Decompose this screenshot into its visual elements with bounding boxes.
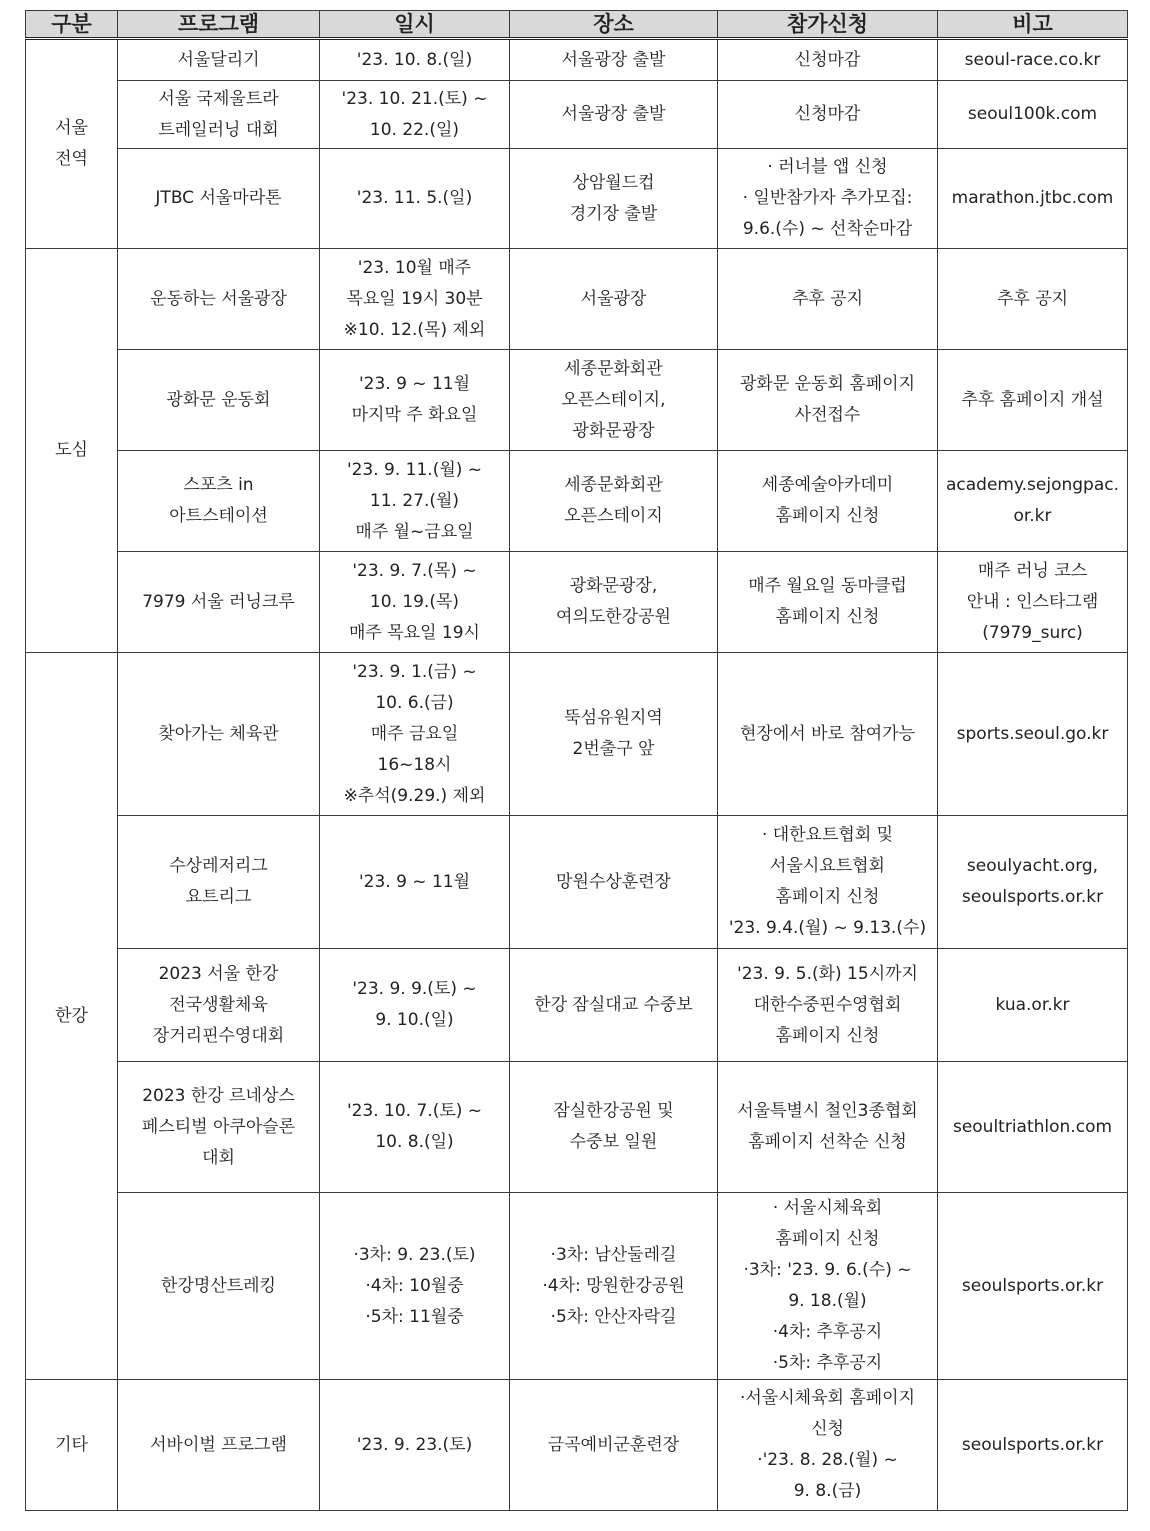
program-cell: 서울달리기 <box>118 39 320 81</box>
apply-cell: 신청마감 <box>718 81 938 149</box>
place-cell: 상암월드컵 경기장 출발 <box>510 149 718 249</box>
place-cell: 서울광장 출발 <box>510 81 718 149</box>
date-cell: '23. 9 ~ 11월 마지막 주 화요일 <box>320 350 510 451</box>
note-cell: seoulsports.or.kr <box>938 1380 1128 1511</box>
note-cell: seoul100k.com <box>938 81 1128 149</box>
program-cell: 운동하는 서울광장 <box>118 249 320 350</box>
apply-cell: 매주 월요일 동마클럽 홈페이지 신청 <box>718 552 938 653</box>
header-apply: 참가신청 <box>718 11 938 39</box>
schedule-table <box>25 10 1128 1511</box>
program-cell: 스포츠 in 아트스테이션 <box>118 451 320 552</box>
table-row <box>26 552 1128 653</box>
note-cell: seoulsports.or.kr <box>938 1193 1128 1380</box>
program-cell: 7979 서울 러닝크루 <box>118 552 320 653</box>
apply-cell: 신청마감 <box>718 39 938 81</box>
program-cell: 2023 한강 르네상스 페스티벌 아쿠아슬론 대회 <box>118 1062 320 1193</box>
date-cell: '23. 9. 23.(토) <box>320 1380 510 1511</box>
table-row <box>26 149 1128 249</box>
table-row <box>26 1380 1128 1511</box>
table-row <box>26 1193 1128 1380</box>
table-row <box>26 1062 1128 1193</box>
header-category: 구분 <box>26 11 118 39</box>
place-cell: 뚝섬유원지역 2번출구 앞 <box>510 653 718 816</box>
date-cell: '23. 10월 매주 목요일 19시 30분 ※10. 12.(목) 제외 <box>320 249 510 350</box>
table-row <box>26 451 1128 552</box>
header-row <box>26 11 1128 39</box>
date-cell: '23. 10. 7.(토) ~ 10. 8.(일) <box>320 1062 510 1193</box>
header-place: 장소 <box>510 11 718 39</box>
category-seoul-wide: 서울 전역 <box>26 39 118 249</box>
note-cell: marathon.jtbc.com <box>938 149 1128 249</box>
place-cell: 세종문화회관 오픈스테이지, 광화문광장 <box>510 350 718 451</box>
program-cell: 서울 국제울트라 트레일러닝 대회 <box>118 81 320 149</box>
table-row <box>26 350 1128 451</box>
category-downtown: 도심 <box>26 249 118 653</box>
place-cell: 망원수상훈련장 <box>510 816 718 949</box>
table-row <box>26 816 1128 949</box>
note-cell: seoul-race.co.kr <box>938 39 1128 81</box>
place-cell: ·3차: 남산둘레길 ·4차: 망원한강공원 ·5차: 안산자락길 <box>510 1193 718 1380</box>
program-cell: 2023 서울 한강 전국생활체육 장거리핀수영대회 <box>118 949 320 1062</box>
apply-cell: · 서울시체육회 홈페이지 신청 ·3차: '23. 9. 6.(수) ~ 9. 18.(월) ·4차: 추후공지 ·5차: 추후공지 <box>718 1193 938 1380</box>
program-cell: 찾아가는 체육관 <box>118 653 320 816</box>
place-cell: 세종문화회관 오픈스테이지 <box>510 451 718 552</box>
date-cell: '23. 11. 5.(일) <box>320 149 510 249</box>
table-row <box>26 949 1128 1062</box>
header-program: 프로그램 <box>118 11 320 39</box>
note-cell: seoultriathlon.com <box>938 1062 1128 1193</box>
header-date: 일시 <box>320 11 510 39</box>
table-row <box>26 653 1128 816</box>
apply-cell: · 대한요트협회 및 서울시요트협회 홈페이지 신청 '23. 9.4.(월) ~ 9.13.(수) <box>718 816 938 949</box>
apply-cell: · 러너블 앱 신청 · 일반참가자 추가모집: 9.6.(수) ~ 선착순마감 <box>718 149 938 249</box>
category-other: 기타 <box>26 1380 118 1511</box>
place-cell: 한강 잠실대교 수중보 <box>510 949 718 1062</box>
category-hangang: 한강 <box>26 653 118 1380</box>
place-cell: 서울광장 <box>510 249 718 350</box>
apply-cell: 현장에서 바로 참여가능 <box>718 653 938 816</box>
note-cell: seoulyacht.org, seoulsports.or.kr <box>938 816 1128 949</box>
apply-cell: 서울특별시 철인3종협회 홈페이지 선착순 신청 <box>718 1062 938 1193</box>
apply-cell: '23. 9. 5.(화) 15시까지 대한수중핀수영협회 홈페이지 신청 <box>718 949 938 1062</box>
date-cell: '23. 9. 1.(금) ~ 10. 6.(금) 매주 금요일 16~18시 ※추석(9.29.) 제외 <box>320 653 510 816</box>
program-cell: 광화문 운동회 <box>118 350 320 451</box>
apply-cell: 세종예술아카데미 홈페이지 신청 <box>718 451 938 552</box>
note-cell: 추후 홈페이지 개설 <box>938 350 1128 451</box>
note-cell: 매주 러닝 코스 안내 : 인스타그램 (7979_surc) <box>938 552 1128 653</box>
table-row <box>26 81 1128 149</box>
program-cell: JTBC 서울마라톤 <box>118 149 320 249</box>
program-cell: 한강명산트레킹 <box>118 1193 320 1380</box>
note-cell: 추후 공지 <box>938 249 1128 350</box>
date-cell: '23. 10. 8.(일) <box>320 39 510 81</box>
date-cell: '23. 10. 21.(토) ~ 10. 22.(일) <box>320 81 510 149</box>
table-row <box>26 39 1128 81</box>
header-note: 비고 <box>938 11 1128 39</box>
date-cell: '23. 9. 7.(목) ~ 10. 19.(목) 매주 목요일 19시 <box>320 552 510 653</box>
place-cell: 서울광장 출발 <box>510 39 718 81</box>
date-cell: '23. 9. 9.(토) ~ 9. 10.(일) <box>320 949 510 1062</box>
date-cell: '23. 9. 11.(월) ~ 11. 27.(월) 매주 월~금요일 <box>320 451 510 552</box>
place-cell: 금곡예비군훈련장 <box>510 1380 718 1511</box>
place-cell: 잠실한강공원 및 수중보 일원 <box>510 1062 718 1193</box>
program-cell: 서바이벌 프로그램 <box>118 1380 320 1511</box>
note-cell: sports.seoul.go.kr <box>938 653 1128 816</box>
date-cell: ·3차: 9. 23.(토) ·4차: 10월중 ·5차: 11월중 <box>320 1193 510 1380</box>
place-cell: 광화문광장, 여의도한강공원 <box>510 552 718 653</box>
note-cell: academy.sejongpac. or.kr <box>938 451 1128 552</box>
table-row <box>26 249 1128 350</box>
date-cell: '23. 9 ~ 11월 <box>320 816 510 949</box>
apply-cell: ·서울시체육회 홈페이지 신청 ·'23. 8. 28.(월) ~ 9. 8.(금) <box>718 1380 938 1511</box>
apply-cell: 광화문 운동회 홈페이지 사전접수 <box>718 350 938 451</box>
note-cell: kua.or.kr <box>938 949 1128 1062</box>
program-cell: 수상레저리그 요트리그 <box>118 816 320 949</box>
apply-cell: 추후 공지 <box>718 249 938 350</box>
